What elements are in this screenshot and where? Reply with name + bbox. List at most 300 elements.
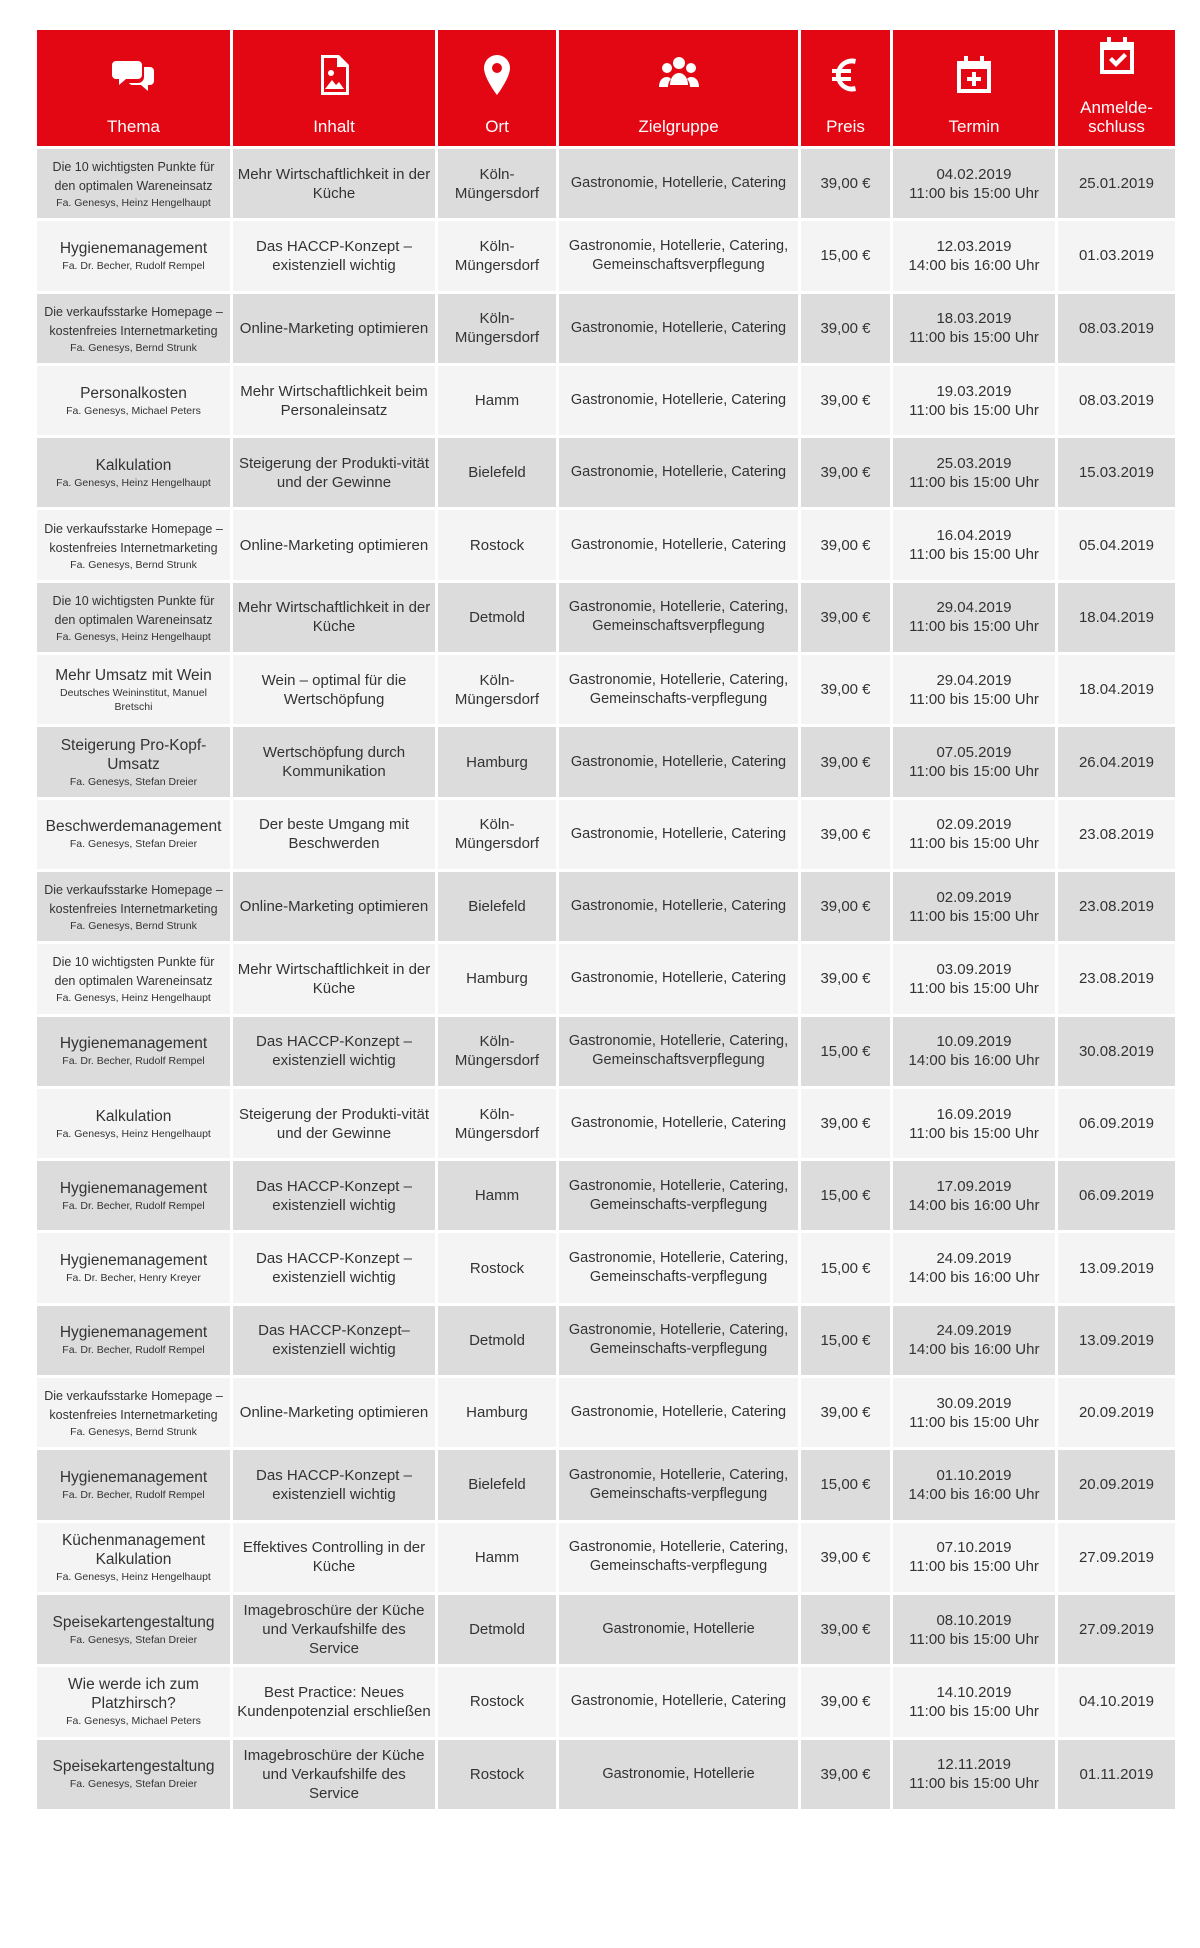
topic-title: Die verkaufsstarke Homepage – kostenfreies Internetmarketing <box>44 521 223 555</box>
topic-cell <box>37 944 230 1013</box>
date: 25.03.2019 <box>936 454 1012 472</box>
topic-cell <box>37 438 230 507</box>
header-ort <box>438 30 556 146</box>
price-cell: 15,00 € <box>801 1450 890 1519</box>
topic-title: Hygienemanagement <box>59 1468 208 1486</box>
price-cell: 15,00 € <box>801 1306 890 1375</box>
date-cell <box>893 872 1055 941</box>
time: 11:00 bis 15:00 Uhr <box>909 184 1039 202</box>
topic-title: Kalkulation <box>95 456 172 474</box>
header-anmeldeschluss <box>1058 30 1175 146</box>
speaker-name: Fa. Dr. Becher, Rudolf Rempel <box>62 1055 205 1068</box>
target-cell: Gastronomie, Hotellerie, Catering, Gemeinschafts-verpflegung <box>559 1306 798 1375</box>
date: 18.03.2019 <box>936 310 1012 328</box>
table-row <box>37 1233 1175 1302</box>
date-cell <box>893 294 1055 363</box>
price-cell: 39,00 € <box>801 655 890 724</box>
place-cell: Hamm <box>438 366 556 435</box>
time: 11:00 bis 15:00 Uhr <box>909 907 1039 925</box>
content-cell: Der beste Umgang mit Beschwerden <box>233 800 435 869</box>
topic-title: Die verkaufsstarke Homepage – kostenfreies Internetmarketing <box>44 1389 223 1423</box>
price-cell: 39,00 € <box>801 727 890 796</box>
topic-title: Hygienemanagement <box>59 1179 208 1197</box>
content-cell: Wein – optimal für die Wertschöpfung <box>233 655 435 724</box>
date-cell <box>893 1089 1055 1158</box>
table-row <box>37 800 1175 869</box>
speaker-name: Fa. Genesys, Bernd Strunk <box>70 1426 197 1439</box>
price-cell: 39,00 € <box>801 510 890 579</box>
price-cell: 39,00 € <box>801 366 890 435</box>
date: 24.09.2019 <box>936 1322 1012 1340</box>
target-cell: Gastronomie, Hotellerie, Catering <box>559 1667 798 1736</box>
date: 07.05.2019 <box>936 744 1012 762</box>
table-row <box>37 1089 1175 1158</box>
topic-title: Die verkaufsstarke Homepage – kostenfreies Internetmarketing <box>44 883 223 917</box>
speaker-name: Fa. Dr. Becher, Rudolf Rempel <box>62 1488 205 1501</box>
date-cell <box>893 1017 1055 1086</box>
header-label: Anmelde-schluss <box>1080 98 1153 136</box>
target-cell: Gastronomie, Hotellerie, Catering, Gemeinschafts-verpflegung <box>559 655 798 724</box>
speaker-name: Fa. Genesys, Bernd Strunk <box>70 920 197 933</box>
deadline-cell: 08.03.2019 <box>1058 294 1175 363</box>
content-cell: Imagebroschüre der Küche und Verkaufshilfe des Service <box>233 1740 435 1809</box>
topic-title: Speisekartengestaltung <box>52 1758 215 1776</box>
place-cell: Köln-Müngersdorf <box>438 221 556 290</box>
price-cell: 39,00 € <box>801 800 890 869</box>
time: 14:00 bis 16:00 Uhr <box>908 1341 1040 1359</box>
deadline-cell: 05.04.2019 <box>1058 510 1175 579</box>
header-thema <box>37 30 230 146</box>
topic-title: Hygienemanagement <box>59 1324 208 1342</box>
date-cell <box>893 438 1055 507</box>
table-row <box>37 1595 1175 1664</box>
time: 11:00 bis 15:00 Uhr <box>909 835 1039 853</box>
topic-title: Hygienemanagement <box>59 1035 208 1053</box>
date-cell <box>893 1161 1055 1230</box>
table-row <box>37 1017 1175 1086</box>
speaker-name: Fa. Dr. Becher, Rudolf Rempel <box>62 259 205 272</box>
place-cell: Hamburg <box>438 1378 556 1447</box>
speaker-name: Fa. Genesys, Heinz Hengelhaupt <box>56 630 211 643</box>
price-cell: 39,00 € <box>801 1740 890 1809</box>
date-cell <box>893 800 1055 869</box>
date: 16.04.2019 <box>936 527 1012 545</box>
topic-cell <box>37 872 230 941</box>
topic-cell <box>37 1740 230 1809</box>
speaker-name: Fa. Genesys, Heinz Hengelhaupt <box>56 1127 211 1140</box>
target-cell: Gastronomie, Hotellerie, Catering, Gemeinschafts-verpflegung <box>559 1233 798 1302</box>
content-cell: Online-Marketing optimieren <box>233 294 435 363</box>
deadline-cell: 27.09.2019 <box>1058 1595 1175 1664</box>
deadline-cell: 23.08.2019 <box>1058 872 1175 941</box>
time: 11:00 bis 15:00 Uhr <box>909 546 1039 564</box>
date: 08.10.2019 <box>936 1611 1012 1629</box>
date-cell <box>893 366 1055 435</box>
target-cell: Gastronomie, Hotellerie, Catering <box>559 149 798 218</box>
target-cell: Gastronomie, Hotellerie, Catering <box>559 510 798 579</box>
place-cell: Rostock <box>438 1740 556 1809</box>
table-row <box>37 1667 1175 1736</box>
content-cell: Das HACCP-Konzept – existenziell wichtig <box>233 1450 435 1519</box>
header-preis <box>801 30 890 146</box>
speaker-name: Fa. Genesys, Stefan Dreier <box>69 1778 198 1791</box>
content-cell: Mehr Wirtschaftlichkeit in der Küche <box>233 944 435 1013</box>
content-cell: Das HACCP-Konzept – existenziell wichtig <box>233 1017 435 1086</box>
place-cell: Rostock <box>438 510 556 579</box>
date: 04.02.2019 <box>936 165 1012 183</box>
speaker-name: Fa. Dr. Becher, Henry Kreyer <box>66 1272 201 1285</box>
price-cell: 15,00 € <box>801 1233 890 1302</box>
target-cell: Gastronomie, Hotellerie <box>559 1595 798 1664</box>
table-row <box>37 872 1175 941</box>
place-cell: Bielefeld <box>438 1450 556 1519</box>
deadline-cell: 04.10.2019 <box>1058 1667 1175 1736</box>
price-cell: 39,00 € <box>801 872 890 941</box>
date-cell <box>893 1306 1055 1375</box>
topic-title: Kalkulation <box>95 1107 172 1125</box>
table-row <box>37 944 1175 1013</box>
content-cell: Steigerung der Produkti-vität und der Gewinne <box>233 1089 435 1158</box>
date-cell <box>893 1378 1055 1447</box>
content-cell: Imagebroschüre der Küche und Verkaufshilfe des Service <box>233 1595 435 1664</box>
content-cell: Online-Marketing optimieren <box>233 1378 435 1447</box>
date-cell <box>893 583 1055 652</box>
speaker-name: Fa. Dr. Becher, Rudolf Rempel <box>62 1344 205 1357</box>
content-cell: Das HACCP-Konzept– existenziell wichtig <box>233 1306 435 1375</box>
table-row <box>37 366 1175 435</box>
date: 30.09.2019 <box>936 1394 1012 1412</box>
image-document-icon <box>233 53 435 99</box>
content-cell: Steigerung der Produkti-vität und der Gewinne <box>233 438 435 507</box>
price-cell: 39,00 € <box>801 149 890 218</box>
deadline-cell: 30.08.2019 <box>1058 1017 1175 1086</box>
place-cell: Hamburg <box>438 727 556 796</box>
date: 02.09.2019 <box>936 816 1012 834</box>
table-row <box>37 1523 1175 1592</box>
target-cell: Gastronomie, Hotellerie, Catering, Gemeinschaftsverpflegung <box>559 221 798 290</box>
target-cell: Gastronomie, Hotellerie, Catering, Gemeinschafts-verpflegung <box>559 1523 798 1592</box>
topic-cell <box>37 800 230 869</box>
table-row <box>37 727 1175 796</box>
topic-title: Die verkaufsstarke Homepage – kostenfreies Internetmarketing <box>44 304 223 338</box>
place-cell: Hamburg <box>438 944 556 1013</box>
date: 29.04.2019 <box>936 671 1012 689</box>
deadline-cell: 20.09.2019 <box>1058 1450 1175 1519</box>
header-inhalt <box>233 30 435 146</box>
price-cell: 15,00 € <box>801 1161 890 1230</box>
table-row <box>37 655 1175 724</box>
speaker-name: Fa. Dr. Becher, Rudolf Rempel <box>62 1199 205 1212</box>
topic-title: Hygienemanagement <box>59 1252 208 1270</box>
time: 11:00 bis 15:00 Uhr <box>909 1124 1039 1142</box>
date: 16.09.2019 <box>936 1105 1012 1123</box>
topic-cell <box>37 366 230 435</box>
price-cell: 39,00 € <box>801 1378 890 1447</box>
time: 11:00 bis 15:00 Uhr <box>909 401 1039 419</box>
time: 14:00 bis 16:00 Uhr <box>908 1196 1040 1214</box>
table-row <box>37 438 1175 507</box>
date: 12.11.2019 <box>937 1756 1011 1774</box>
topic-title: Die 10 wichtigsten Punkte für den optimalen Wareneinsatz <box>52 955 215 989</box>
topic-title: Steigerung Pro-Kopf-Umsatz <box>60 736 207 773</box>
deadline-cell: 01.11.2019 <box>1058 1740 1175 1809</box>
price-cell: 39,00 € <box>801 1667 890 1736</box>
place-cell: Bielefeld <box>438 438 556 507</box>
place-cell: Rostock <box>438 1667 556 1736</box>
content-cell: Best Practice: Neues Kundenpotenzial erschließen <box>233 1667 435 1736</box>
price-cell: 39,00 € <box>801 944 890 1013</box>
deadline-cell: 13.09.2019 <box>1058 1306 1175 1375</box>
topic-cell <box>37 1017 230 1086</box>
time: 11:00 bis 15:00 Uhr <box>909 763 1039 781</box>
target-cell: Gastronomie, Hotellerie, Catering, Gemeinschafts-verpflegung <box>559 1161 798 1230</box>
topic-title: Die 10 wichtigsten Punkte für den optimalen Wareneinsatz <box>52 593 215 627</box>
place-cell: Detmold <box>438 1306 556 1375</box>
topic-cell <box>37 1378 230 1447</box>
deadline-cell: 08.03.2019 <box>1058 366 1175 435</box>
header-termin <box>893 30 1055 146</box>
header-label: Preis <box>826 117 865 136</box>
speaker-name: Fa. Genesys, Heinz Hengelhaupt <box>56 476 211 489</box>
price-cell: 39,00 € <box>801 438 890 507</box>
header-row <box>37 30 1175 146</box>
target-cell: Gastronomie, Hotellerie, Catering <box>559 1378 798 1447</box>
time: 11:00 bis 15:00 Uhr <box>909 1775 1039 1793</box>
target-cell: Gastronomie, Hotellerie, Catering <box>559 727 798 796</box>
content-cell: Das HACCP-Konzept – existenziell wichtig <box>233 221 435 290</box>
euro-icon <box>801 53 890 99</box>
content-cell: Online-Marketing optimieren <box>233 872 435 941</box>
place-cell: Bielefeld <box>438 872 556 941</box>
deadline-cell: 15.03.2019 <box>1058 438 1175 507</box>
table-row <box>37 1161 1175 1230</box>
deadline-cell: 27.09.2019 <box>1058 1523 1175 1592</box>
speaker-name: Deutsches Weininstitut, Manuel Bretschi <box>60 686 207 713</box>
target-cell: Gastronomie, Hotellerie, Catering <box>559 944 798 1013</box>
topic-title: Mehr Umsatz mit Wein <box>55 666 212 684</box>
date-cell <box>893 727 1055 796</box>
date: 10.09.2019 <box>936 1033 1012 1051</box>
time: 11:00 bis 15:00 Uhr <box>909 1630 1039 1648</box>
topic-cell <box>37 583 230 652</box>
table-row <box>37 510 1175 579</box>
content-cell: Online-Marketing optimieren <box>233 510 435 579</box>
topic-title: Wie werde ich zum Platzhirsch? <box>68 1676 199 1713</box>
date: 03.09.2019 <box>936 960 1012 978</box>
topic-title: Personalkosten <box>80 384 187 402</box>
header-label: Termin <box>948 117 1000 136</box>
price-cell: 39,00 € <box>801 1089 890 1158</box>
date-cell <box>893 1523 1055 1592</box>
date-cell <box>893 149 1055 218</box>
time: 11:00 bis 15:00 Uhr <box>909 618 1039 636</box>
content-cell: Das HACCP-Konzept – existenziell wichtig <box>233 1233 435 1302</box>
date-cell <box>893 221 1055 290</box>
target-cell: Gastronomie, Hotellerie, Catering, Gemeinschafts-verpflegung <box>559 1450 798 1519</box>
date-cell <box>893 1233 1055 1302</box>
header-label: Inhalt <box>313 117 355 136</box>
speech-bubbles-icon <box>37 53 230 99</box>
date: 12.03.2019 <box>936 237 1012 255</box>
price-cell: 15,00 € <box>801 1017 890 1086</box>
place-cell: Rostock <box>438 1233 556 1302</box>
topic-cell <box>37 655 230 724</box>
place-cell: Hamm <box>438 1161 556 1230</box>
date-cell <box>893 1740 1055 1809</box>
topic-cell <box>37 510 230 579</box>
target-cell: Gastronomie, Hotellerie <box>559 1740 798 1809</box>
table-row <box>37 1450 1175 1519</box>
target-cell: Gastronomie, Hotellerie, Catering <box>559 366 798 435</box>
time: 11:00 bis 15:00 Uhr <box>909 1413 1039 1431</box>
place-cell: Detmold <box>438 1595 556 1664</box>
seminar-table <box>34 27 1178 1812</box>
deadline-cell: 18.04.2019 <box>1058 655 1175 724</box>
topic-title: Die 10 wichtigsten Punkte für den optimalen Wareneinsatz <box>52 160 215 194</box>
target-cell: Gastronomie, Hotellerie, Catering <box>559 438 798 507</box>
target-cell: Gastronomie, Hotellerie, Catering <box>559 872 798 941</box>
price-cell: 39,00 € <box>801 1595 890 1664</box>
content-cell: Mehr Wirtschaftlichkeit in der Küche <box>233 583 435 652</box>
date-cell <box>893 944 1055 1013</box>
speaker-name: Fa. Genesys, Heinz Hengelhaupt <box>56 1570 211 1583</box>
topic-cell <box>37 1450 230 1519</box>
date: 24.09.2019 <box>936 1250 1012 1268</box>
table-row <box>37 1378 1175 1447</box>
topic-cell <box>37 149 230 218</box>
table-row <box>37 1740 1175 1809</box>
topic-title: Küchenmanagement Kalkulation <box>61 1531 206 1568</box>
deadline-cell: 06.09.2019 <box>1058 1161 1175 1230</box>
content-cell: Effektives Controlling in der Küche <box>233 1523 435 1592</box>
content-cell: Das HACCP-Konzept – existenziell wichtig <box>233 1161 435 1230</box>
topic-cell <box>37 1306 230 1375</box>
topic-cell <box>37 221 230 290</box>
target-cell: Gastronomie, Hotellerie, Catering <box>559 1089 798 1158</box>
content-cell: Mehr Wirtschaftlichkeit in der Küche <box>233 149 435 218</box>
content-cell: Wertschöpfung durch Kommunikation <box>233 727 435 796</box>
topic-cell <box>37 1595 230 1664</box>
time: 14:00 bis 16:00 Uhr <box>908 1052 1040 1070</box>
calendar-check-icon <box>1058 34 1175 80</box>
calendar-plus-icon <box>893 53 1055 99</box>
price-cell: 39,00 € <box>801 294 890 363</box>
deadline-cell: 13.09.2019 <box>1058 1233 1175 1302</box>
topic-title: Beschwerdemanagement <box>45 818 222 836</box>
deadline-cell: 23.08.2019 <box>1058 944 1175 1013</box>
place-cell: Detmold <box>438 583 556 652</box>
deadline-cell: 01.03.2019 <box>1058 221 1175 290</box>
deadline-cell: 18.04.2019 <box>1058 583 1175 652</box>
header-label: Zielgruppe <box>638 117 719 136</box>
date: 29.04.2019 <box>936 599 1012 617</box>
date-cell <box>893 655 1055 724</box>
time: 11:00 bis 15:00 Uhr <box>909 1702 1039 1720</box>
table-row <box>37 583 1175 652</box>
speaker-name: Fa. Genesys, Stefan Dreier <box>69 1633 198 1646</box>
date-cell <box>893 1450 1055 1519</box>
deadline-cell: 06.09.2019 <box>1058 1089 1175 1158</box>
place-cell: Köln-Müngersdorf <box>438 1089 556 1158</box>
date: 17.09.2019 <box>936 1177 1012 1195</box>
time: 14:00 bis 16:00 Uhr <box>908 1485 1040 1503</box>
deadline-cell: 23.08.2019 <box>1058 800 1175 869</box>
price-cell: 39,00 € <box>801 1523 890 1592</box>
speaker-name: Fa. Genesys, Heinz Hengelhaupt <box>56 992 211 1005</box>
target-cell: Gastronomie, Hotellerie, Catering, Gemeinschaftsverpflegung <box>559 1017 798 1086</box>
speaker-name: Fa. Genesys, Michael Peters <box>66 404 201 417</box>
topic-cell <box>37 1667 230 1736</box>
date-cell <box>893 510 1055 579</box>
date: 19.03.2019 <box>936 382 1012 400</box>
deadline-cell: 25.01.2019 <box>1058 149 1175 218</box>
speaker-name: Fa. Genesys, Michael Peters <box>66 1715 201 1728</box>
date-cell <box>893 1667 1055 1736</box>
speaker-name: Fa. Genesys, Bernd Strunk <box>70 341 197 354</box>
date-cell <box>893 1595 1055 1664</box>
speaker-name: Fa. Genesys, Bernd Strunk <box>70 558 197 571</box>
time: 11:00 bis 15:00 Uhr <box>909 690 1039 708</box>
price-cell: 15,00 € <box>801 221 890 290</box>
time: 14:00 bis 16:00 Uhr <box>908 256 1040 274</box>
price-cell: 39,00 € <box>801 583 890 652</box>
time: 11:00 bis 15:00 Uhr <box>909 979 1039 997</box>
topic-title: Speisekartengestaltung <box>52 1613 215 1631</box>
topic-cell <box>37 1523 230 1592</box>
group-icon <box>559 53 798 99</box>
place-cell: Hamm <box>438 1523 556 1592</box>
header-zielgruppe <box>559 30 798 146</box>
header-label: Ort <box>485 117 509 136</box>
seminar-rows <box>37 149 1175 1809</box>
table-row <box>37 149 1175 218</box>
place-cell: Köln-Müngersdorf <box>438 149 556 218</box>
topic-cell <box>37 1089 230 1158</box>
deadline-cell: 26.04.2019 <box>1058 727 1175 796</box>
table-row <box>37 1306 1175 1375</box>
place-cell: Köln-Müngersdorf <box>438 294 556 363</box>
speaker-name: Fa. Genesys, Stefan Dreier <box>69 838 198 851</box>
seminar-table-container <box>37 30 1169 1809</box>
topic-cell <box>37 727 230 796</box>
place-cell: Köln-Müngersdorf <box>438 1017 556 1086</box>
date: 14.10.2019 <box>936 1683 1012 1701</box>
place-cell: Köln-Müngersdorf <box>438 800 556 869</box>
target-cell: Gastronomie, Hotellerie, Catering <box>559 800 798 869</box>
content-cell: Mehr Wirtschaftlichkeit beim Personaleinsatz <box>233 366 435 435</box>
header-label: Thema <box>107 117 160 136</box>
topic-title: Hygienemanagement <box>59 239 208 257</box>
topic-cell <box>37 294 230 363</box>
table-row <box>37 221 1175 290</box>
time: 11:00 bis 15:00 Uhr <box>909 473 1039 491</box>
speaker-name: Fa. Genesys, Stefan Dreier <box>69 775 198 788</box>
table-row <box>37 294 1175 363</box>
place-cell: Köln-Müngersdorf <box>438 655 556 724</box>
topic-cell <box>37 1161 230 1230</box>
time: 11:00 bis 15:00 Uhr <box>909 1558 1039 1576</box>
date: 02.09.2019 <box>936 888 1012 906</box>
location-pin-icon <box>438 53 556 99</box>
target-cell: Gastronomie, Hotellerie, Catering <box>559 294 798 363</box>
date: 07.10.2019 <box>936 1539 1012 1557</box>
deadline-cell: 20.09.2019 <box>1058 1378 1175 1447</box>
time: 14:00 bis 16:00 Uhr <box>908 1269 1040 1287</box>
speaker-name: Fa. Genesys, Heinz Hengelhaupt <box>56 197 211 210</box>
topic-cell <box>37 1233 230 1302</box>
target-cell: Gastronomie, Hotellerie, Catering, Gemeinschaftsverpflegung <box>559 583 798 652</box>
date: 01.10.2019 <box>936 1466 1012 1484</box>
